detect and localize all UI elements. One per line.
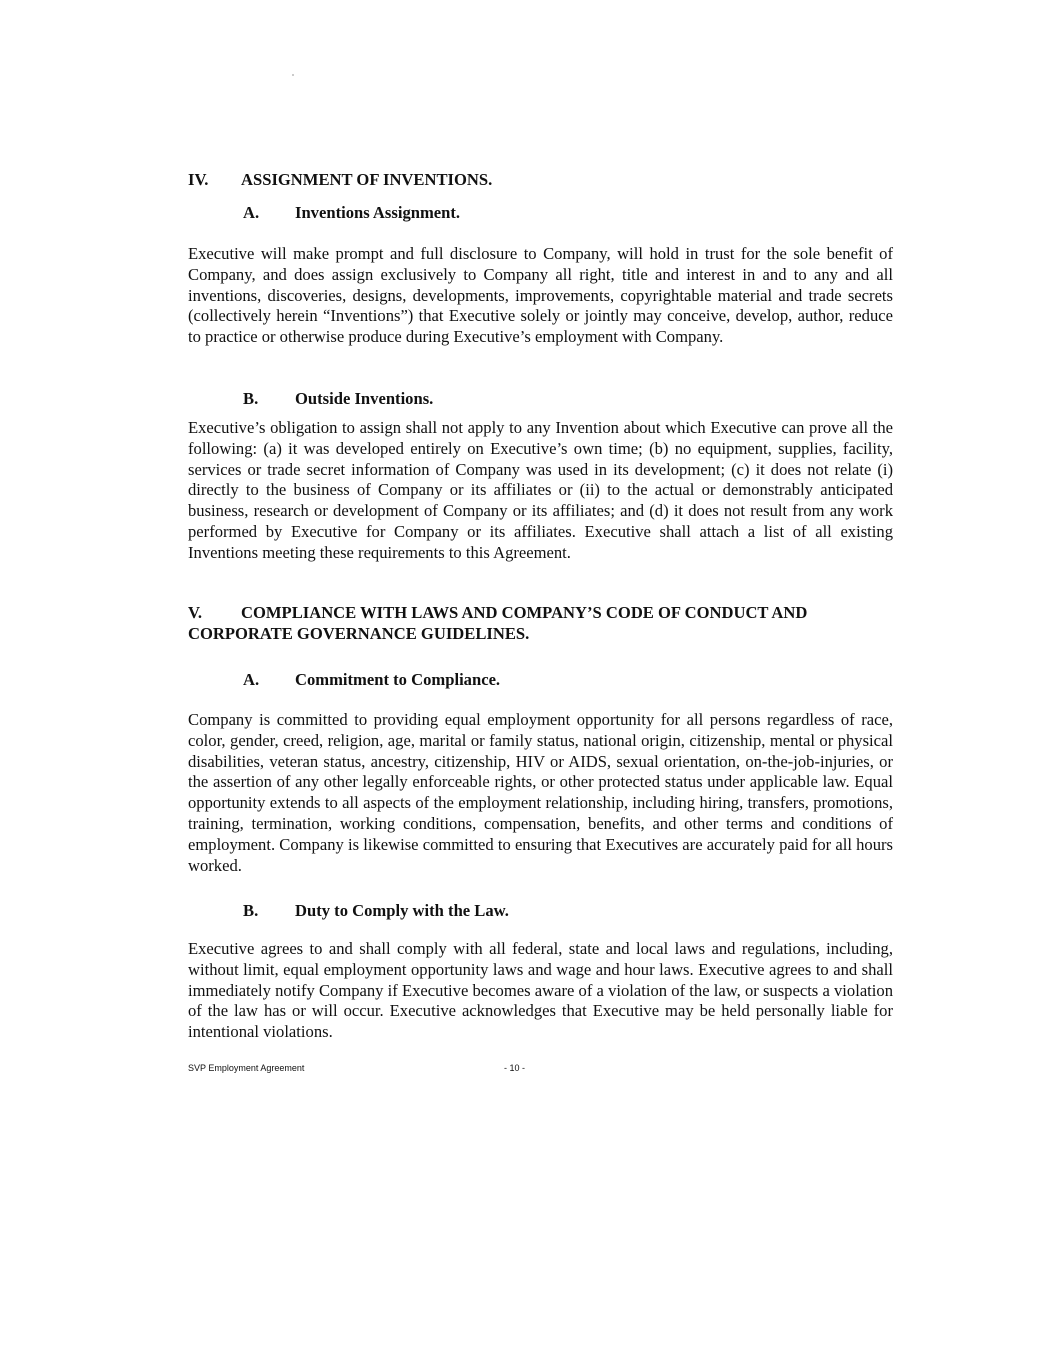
subsection-title: Outside Inventions. (295, 389, 434, 408)
subsection-iv-b-heading (243, 389, 843, 410)
footer-page-number: - 10 - (504, 1063, 526, 1073)
inventions-assignment-paragraph: Executive will make prompt and full disclosure to Company, will hold in trust for the sole benefit of Company, and does assign exclusively to Company all right, title and interest in and to any and all inventions, discoveries, designs, developments, improvements, copyrightable material and trade secrets (collectively herein “Inventions”) that Executive solely or jointly may conceive, develop, author, reduce to practice or otherwise produce during Executive’s employment with Company. (188, 244, 893, 347)
subsection-title: Inventions Assignment. (295, 203, 461, 222)
subsection-letter: B. (243, 901, 259, 920)
section-title: ASSIGNMENT OF INVENTIONS. (241, 170, 493, 189)
subsection-v-a-heading (243, 670, 843, 691)
subsection-letter: B. (243, 389, 259, 408)
scan-speck (292, 74, 294, 76)
commitment-to-compliance-paragraph: Company is committed to providing equal employment opportunity for all persons regardless of race, color, gender, creed, religion, age, marital or family status, national origin, citizenship, mental or physical disabilities, veteran status, ancestry, citizenship, HIV or AIDS, sexual orientation, on-the-job-injuries, or the assertion of any other legally enforceable rights, or other protected status under applicable law. Equal opportunity extends to all aspects of the employment relationship, including hiring, transfers, promotions, training, termination, working conditions, compensation, benefits, and other terms and conditions of employment. Company is likewise committed to ensuring that Executives are accurately paid for all hours worked. (188, 710, 893, 875)
section-iv-heading (188, 170, 893, 191)
section-title: COMPLIANCE WITH LAWS AND COMPANY’S CODE OF CONDUCT AND CORPORATE GOVERNANCE GUIDELINES. (188, 603, 808, 643)
subsection-title: Commitment to Compliance. (295, 670, 501, 689)
section-number: V. (188, 603, 202, 622)
subsection-letter: A. (243, 670, 260, 689)
section-number: IV. (188, 170, 209, 189)
subsection-title: Duty to Comply with the Law. (295, 901, 509, 920)
section-v-heading (188, 603, 878, 645)
outside-inventions-paragraph: Executive’s obligation to assign shall not apply to any Invention about which Executive can prove all the following: (a) it was developed entirely on Executive’s own time; (b) no equipment, supplies, facility, services or trade secret information of Company was used in its development; (c) it does not relate (i) directly to the business of Company or its affiliates or (ii) to the actual or demonstrably anticipated business, research or development of Company or its affiliates; and (d) it does not result from any work performed by Executive for Company or its affiliates. Executive shall attach a list of all existing Inventions meeting these requirements to this Agreement. (188, 418, 893, 562)
duty-to-comply-paragraph: Executive agrees to and shall comply with all federal, state and local laws and regulations, including, without limit, equal employment opportunity laws and wage and hour laws. Executive agrees to and shall immediately notify Company if Executive becomes aware of a violation of the law, or suspects a violation of the law has or will occur. Executive acknowledges that Executive may be held personally liable for intentional violations. (188, 939, 893, 1042)
subsection-v-b-heading (243, 901, 843, 922)
subsection-letter: A. (243, 203, 260, 222)
subsection-iv-a-heading (243, 203, 843, 224)
footer-document-title: SVP Employment Agreement (188, 1063, 305, 1073)
